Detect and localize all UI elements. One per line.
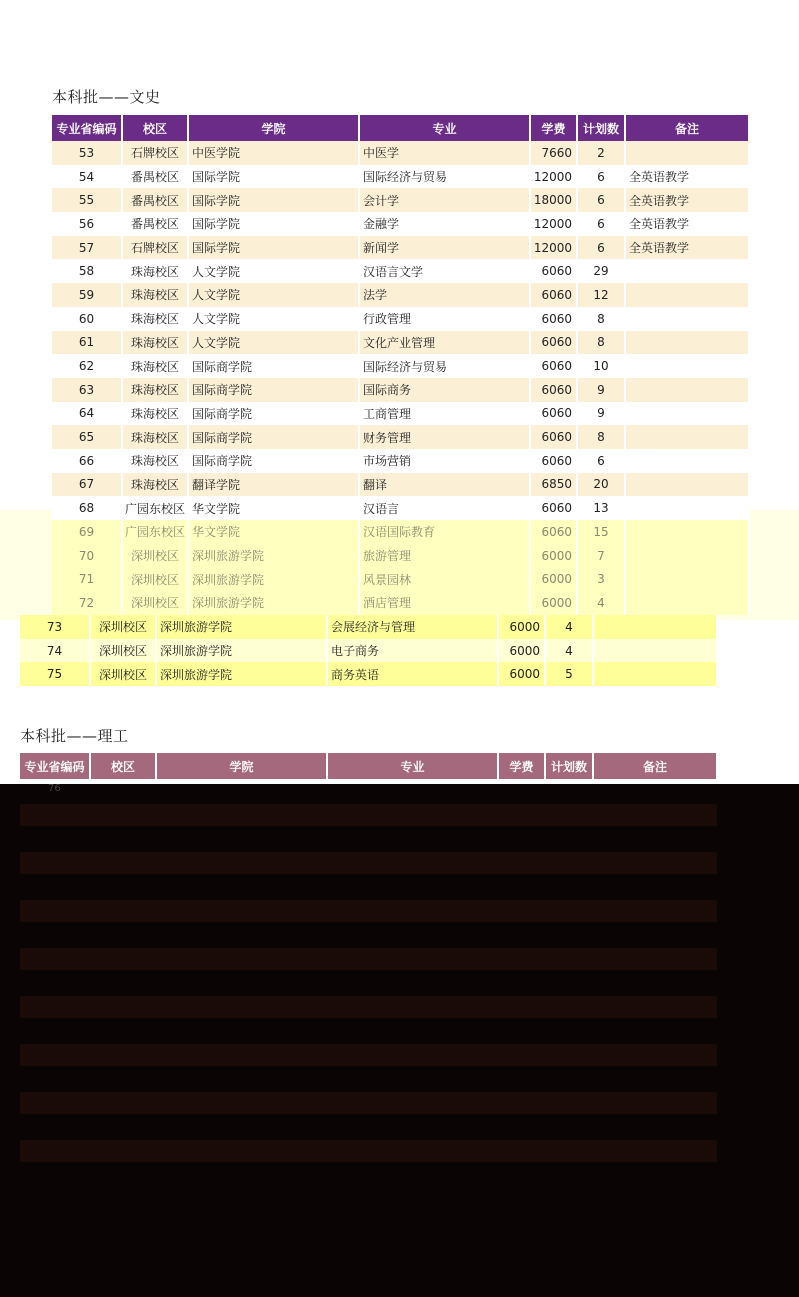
table-row <box>20 615 717 639</box>
cell-college: 国际商学院 <box>188 449 359 473</box>
cell-code: 53 <box>52 141 122 165</box>
cell-campus: 深圳校区 <box>122 591 188 615</box>
cell-college: 人文学院 <box>188 283 359 307</box>
cell-major: 商务英语 <box>327 662 498 686</box>
dark-row <box>20 852 717 874</box>
cell-plan: 6 <box>577 449 625 473</box>
section-title-liberal-arts: 本科批——文史 <box>52 88 161 106</box>
cell-college: 深圳旅游学院 <box>188 544 359 568</box>
table-row <box>52 236 749 260</box>
header-code: 专业省编码 <box>52 115 122 141</box>
cell-code: 55 <box>52 188 122 212</box>
header-tuition: 学费 <box>530 115 577 141</box>
cell-college: 人文学院 <box>188 331 359 355</box>
cell-college: 华文学院 <box>188 496 359 520</box>
cell-college: 深圳旅游学院 <box>156 639 327 663</box>
cell-code: 73 <box>20 615 90 639</box>
cell-tuition: 6060 <box>530 259 577 283</box>
cell-plan: 10 <box>577 354 625 378</box>
cell-campus: 珠海校区 <box>122 307 188 331</box>
cell-plan: 2 <box>577 141 625 165</box>
cell-plan: 13 <box>577 496 625 520</box>
cell-major: 会展经济与管理 <box>327 615 498 639</box>
cell-major: 会计学 <box>359 188 530 212</box>
cell-tuition: 6060 <box>530 354 577 378</box>
cell-tuition: 6000 <box>530 544 577 568</box>
header-note: 备注 <box>625 115 749 141</box>
cell-note <box>625 425 749 449</box>
cell-major: 汉语言文学 <box>359 259 530 283</box>
cell-college: 深圳旅游学院 <box>156 615 327 639</box>
cell-college: 国际学院 <box>188 212 359 236</box>
cell-major: 旅游管理 <box>359 544 530 568</box>
cell-tuition: 6850 <box>530 473 577 497</box>
cell-code: 71 <box>52 567 122 591</box>
cell-tuition: 12000 <box>530 165 577 189</box>
cell-campus: 珠海校区 <box>122 425 188 449</box>
cell-college: 中医学院 <box>188 141 359 165</box>
cell-code: 61 <box>52 331 122 355</box>
dark-row <box>20 1092 717 1114</box>
cell-campus: 深圳校区 <box>122 544 188 568</box>
cell-note <box>593 639 717 663</box>
table-row <box>52 378 749 402</box>
cell-note <box>625 259 749 283</box>
cell-plan: 4 <box>577 591 625 615</box>
cell-code: 58 <box>52 259 122 283</box>
cell-note <box>593 662 717 686</box>
cell-major: 翻译 <box>359 473 530 497</box>
table-row <box>52 283 749 307</box>
cell-campus: 珠海校区 <box>122 402 188 426</box>
dark-row <box>20 996 717 1018</box>
cell-plan: 4 <box>545 615 593 639</box>
cell-note <box>625 283 749 307</box>
cell-campus: 番禺校区 <box>122 212 188 236</box>
cell-campus: 广园东校区 <box>122 520 188 544</box>
cell-code: 54 <box>52 165 122 189</box>
cell-plan: 6 <box>577 236 625 260</box>
cell-college: 深圳旅游学院 <box>188 567 359 591</box>
header-college: 学院 <box>188 115 359 141</box>
table-row <box>52 567 749 591</box>
cell-code: 64 <box>52 402 122 426</box>
cell-major: 国际经济与贸易 <box>359 165 530 189</box>
cell-college: 国际学院 <box>188 188 359 212</box>
science-table <box>20 753 718 779</box>
cell-tuition: 12000 <box>530 212 577 236</box>
cell-major: 工商管理 <box>359 402 530 426</box>
cell-plan: 12 <box>577 283 625 307</box>
cell-note <box>625 520 749 544</box>
liberal-arts-table <box>52 115 750 615</box>
liberal-arts-table-shifted <box>20 615 718 686</box>
dark-row <box>20 1140 717 1162</box>
cell-plan: 9 <box>577 402 625 426</box>
header-campus: 校区 <box>90 753 156 779</box>
cell-tuition: 6000 <box>530 591 577 615</box>
cell-campus: 广园东校区 <box>122 496 188 520</box>
cell-tuition: 6060 <box>530 425 577 449</box>
cell-code: 67 <box>52 473 122 497</box>
cell-tuition: 12000 <box>530 236 577 260</box>
cell-campus: 深圳校区 <box>90 639 156 663</box>
cell-note: 全英语教学 <box>625 188 749 212</box>
cell-major: 文化产业管理 <box>359 331 530 355</box>
table-row <box>52 331 749 355</box>
cell-tuition: 6060 <box>530 307 577 331</box>
cell-note <box>625 496 749 520</box>
cell-plan: 6 <box>577 188 625 212</box>
cell-note <box>625 567 749 591</box>
table-row <box>52 496 749 520</box>
table-row <box>52 473 749 497</box>
table-header-row <box>52 115 749 141</box>
cell-major: 法学 <box>359 283 530 307</box>
cell-campus: 珠海校区 <box>122 283 188 307</box>
cell-code: 68 <box>52 496 122 520</box>
cell-note <box>625 307 749 331</box>
cell-code: 60 <box>52 307 122 331</box>
cell-college: 华文学院 <box>188 520 359 544</box>
cell-college: 国际学院 <box>188 165 359 189</box>
cell-college: 国际学院 <box>188 236 359 260</box>
cell-tuition: 6060 <box>530 449 577 473</box>
cell-campus: 番禺校区 <box>122 188 188 212</box>
cell-major: 行政管理 <box>359 307 530 331</box>
cell-plan: 15 <box>577 520 625 544</box>
cell-college: 深圳旅游学院 <box>188 591 359 615</box>
cell-tuition: 6060 <box>530 378 577 402</box>
header-major: 专业 <box>327 753 498 779</box>
cell-tuition: 6060 <box>530 331 577 355</box>
cell-plan: 6 <box>577 212 625 236</box>
table-row <box>52 591 749 615</box>
cell-code: 74 <box>20 639 90 663</box>
dark-row <box>20 948 717 970</box>
table-row <box>52 544 749 568</box>
header-major: 专业 <box>359 115 530 141</box>
cell-campus: 珠海校区 <box>122 354 188 378</box>
cell-tuition: 6060 <box>530 283 577 307</box>
cell-college: 人文学院 <box>188 259 359 283</box>
cell-note <box>625 402 749 426</box>
cell-code: 63 <box>52 378 122 402</box>
table-row <box>52 449 749 473</box>
cell-campus: 深圳校区 <box>90 615 156 639</box>
header-tuition: 学费 <box>498 753 545 779</box>
dark-row <box>20 1044 717 1066</box>
cell-college: 国际商学院 <box>188 378 359 402</box>
header-campus: 校区 <box>122 115 188 141</box>
table-row <box>20 639 717 663</box>
cell-code: 70 <box>52 544 122 568</box>
cell-note: 全英语教学 <box>625 165 749 189</box>
cell-note: 全英语教学 <box>625 236 749 260</box>
cell-tuition: 6000 <box>498 639 545 663</box>
table-row <box>20 662 717 686</box>
cell-note <box>625 331 749 355</box>
cell-major: 新闻学 <box>359 236 530 260</box>
cell-campus: 珠海校区 <box>122 331 188 355</box>
cell-tuition: 18000 <box>530 188 577 212</box>
dark-row <box>20 804 717 826</box>
partial-row-code: 76 <box>48 783 61 794</box>
cell-major: 汉语言 <box>359 496 530 520</box>
header-plan: 计划数 <box>577 115 625 141</box>
cell-major: 酒店管理 <box>359 591 530 615</box>
dark-corrupted-area <box>0 784 799 1297</box>
table-row <box>52 188 749 212</box>
cell-note <box>625 141 749 165</box>
cell-note <box>625 449 749 473</box>
cell-tuition: 6000 <box>498 662 545 686</box>
cell-note <box>625 544 749 568</box>
cell-tuition: 6000 <box>498 615 545 639</box>
cell-code: 66 <box>52 449 122 473</box>
cell-campus: 番禺校区 <box>122 165 188 189</box>
cell-major: 市场营销 <box>359 449 530 473</box>
cell-tuition: 6060 <box>530 402 577 426</box>
cell-college: 国际商学院 <box>188 425 359 449</box>
cell-campus: 石牌校区 <box>122 141 188 165</box>
cell-note <box>625 473 749 497</box>
cell-note <box>593 615 717 639</box>
cell-plan: 29 <box>577 259 625 283</box>
cell-tuition: 6060 <box>530 496 577 520</box>
cell-plan: 6 <box>577 165 625 189</box>
section-title-science: 本科批——理工 <box>20 727 129 745</box>
cell-note <box>625 354 749 378</box>
cell-campus: 珠海校区 <box>122 259 188 283</box>
cell-campus: 珠海校区 <box>122 449 188 473</box>
table-row <box>52 259 749 283</box>
cell-campus: 石牌校区 <box>122 236 188 260</box>
cell-code: 69 <box>52 520 122 544</box>
cell-plan: 8 <box>577 331 625 355</box>
cell-tuition: 6060 <box>530 520 577 544</box>
cell-campus: 深圳校区 <box>90 662 156 686</box>
cell-tuition: 6000 <box>530 567 577 591</box>
cell-tuition: 7660 <box>530 141 577 165</box>
cell-plan: 5 <box>545 662 593 686</box>
cell-major: 风景园林 <box>359 567 530 591</box>
cell-note <box>625 378 749 402</box>
cell-note: 全英语教学 <box>625 212 749 236</box>
cell-code: 62 <box>52 354 122 378</box>
cell-college: 深圳旅游学院 <box>156 662 327 686</box>
table-row <box>52 307 749 331</box>
cell-plan: 3 <box>577 567 625 591</box>
cell-major: 电子商务 <box>327 639 498 663</box>
cell-plan: 8 <box>577 425 625 449</box>
cell-major: 国际商务 <box>359 378 530 402</box>
cell-major: 汉语国际教育 <box>359 520 530 544</box>
cell-college: 国际商学院 <box>188 354 359 378</box>
cell-campus: 珠海校区 <box>122 378 188 402</box>
table-row <box>52 425 749 449</box>
cell-code: 59 <box>52 283 122 307</box>
header-plan: 计划数 <box>545 753 593 779</box>
cell-campus: 珠海校区 <box>122 473 188 497</box>
header-college: 学院 <box>156 753 327 779</box>
table-row <box>52 520 749 544</box>
cell-major: 金融学 <box>359 212 530 236</box>
header-note: 备注 <box>593 753 717 779</box>
cell-plan: 7 <box>577 544 625 568</box>
cell-plan: 20 <box>577 473 625 497</box>
cell-campus: 深圳校区 <box>122 567 188 591</box>
cell-major: 中医学 <box>359 141 530 165</box>
cell-code: 72 <box>52 591 122 615</box>
cell-college: 人文学院 <box>188 307 359 331</box>
cell-code: 56 <box>52 212 122 236</box>
cell-plan: 9 <box>577 378 625 402</box>
cell-code: 65 <box>52 425 122 449</box>
cell-code: 57 <box>52 236 122 260</box>
table-row <box>52 165 749 189</box>
table-row <box>52 141 749 165</box>
table-header-row <box>20 753 717 779</box>
cell-major: 国际经济与贸易 <box>359 354 530 378</box>
cell-college: 国际商学院 <box>188 402 359 426</box>
table-row <box>52 212 749 236</box>
cell-code: 75 <box>20 662 90 686</box>
cell-plan: 8 <box>577 307 625 331</box>
table-row <box>52 402 749 426</box>
table-row <box>52 354 749 378</box>
header-code: 专业省编码 <box>20 753 90 779</box>
cell-major: 财务管理 <box>359 425 530 449</box>
dark-row <box>20 900 717 922</box>
cell-college: 翻译学院 <box>188 473 359 497</box>
cell-note <box>625 591 749 615</box>
cell-plan: 4 <box>545 639 593 663</box>
